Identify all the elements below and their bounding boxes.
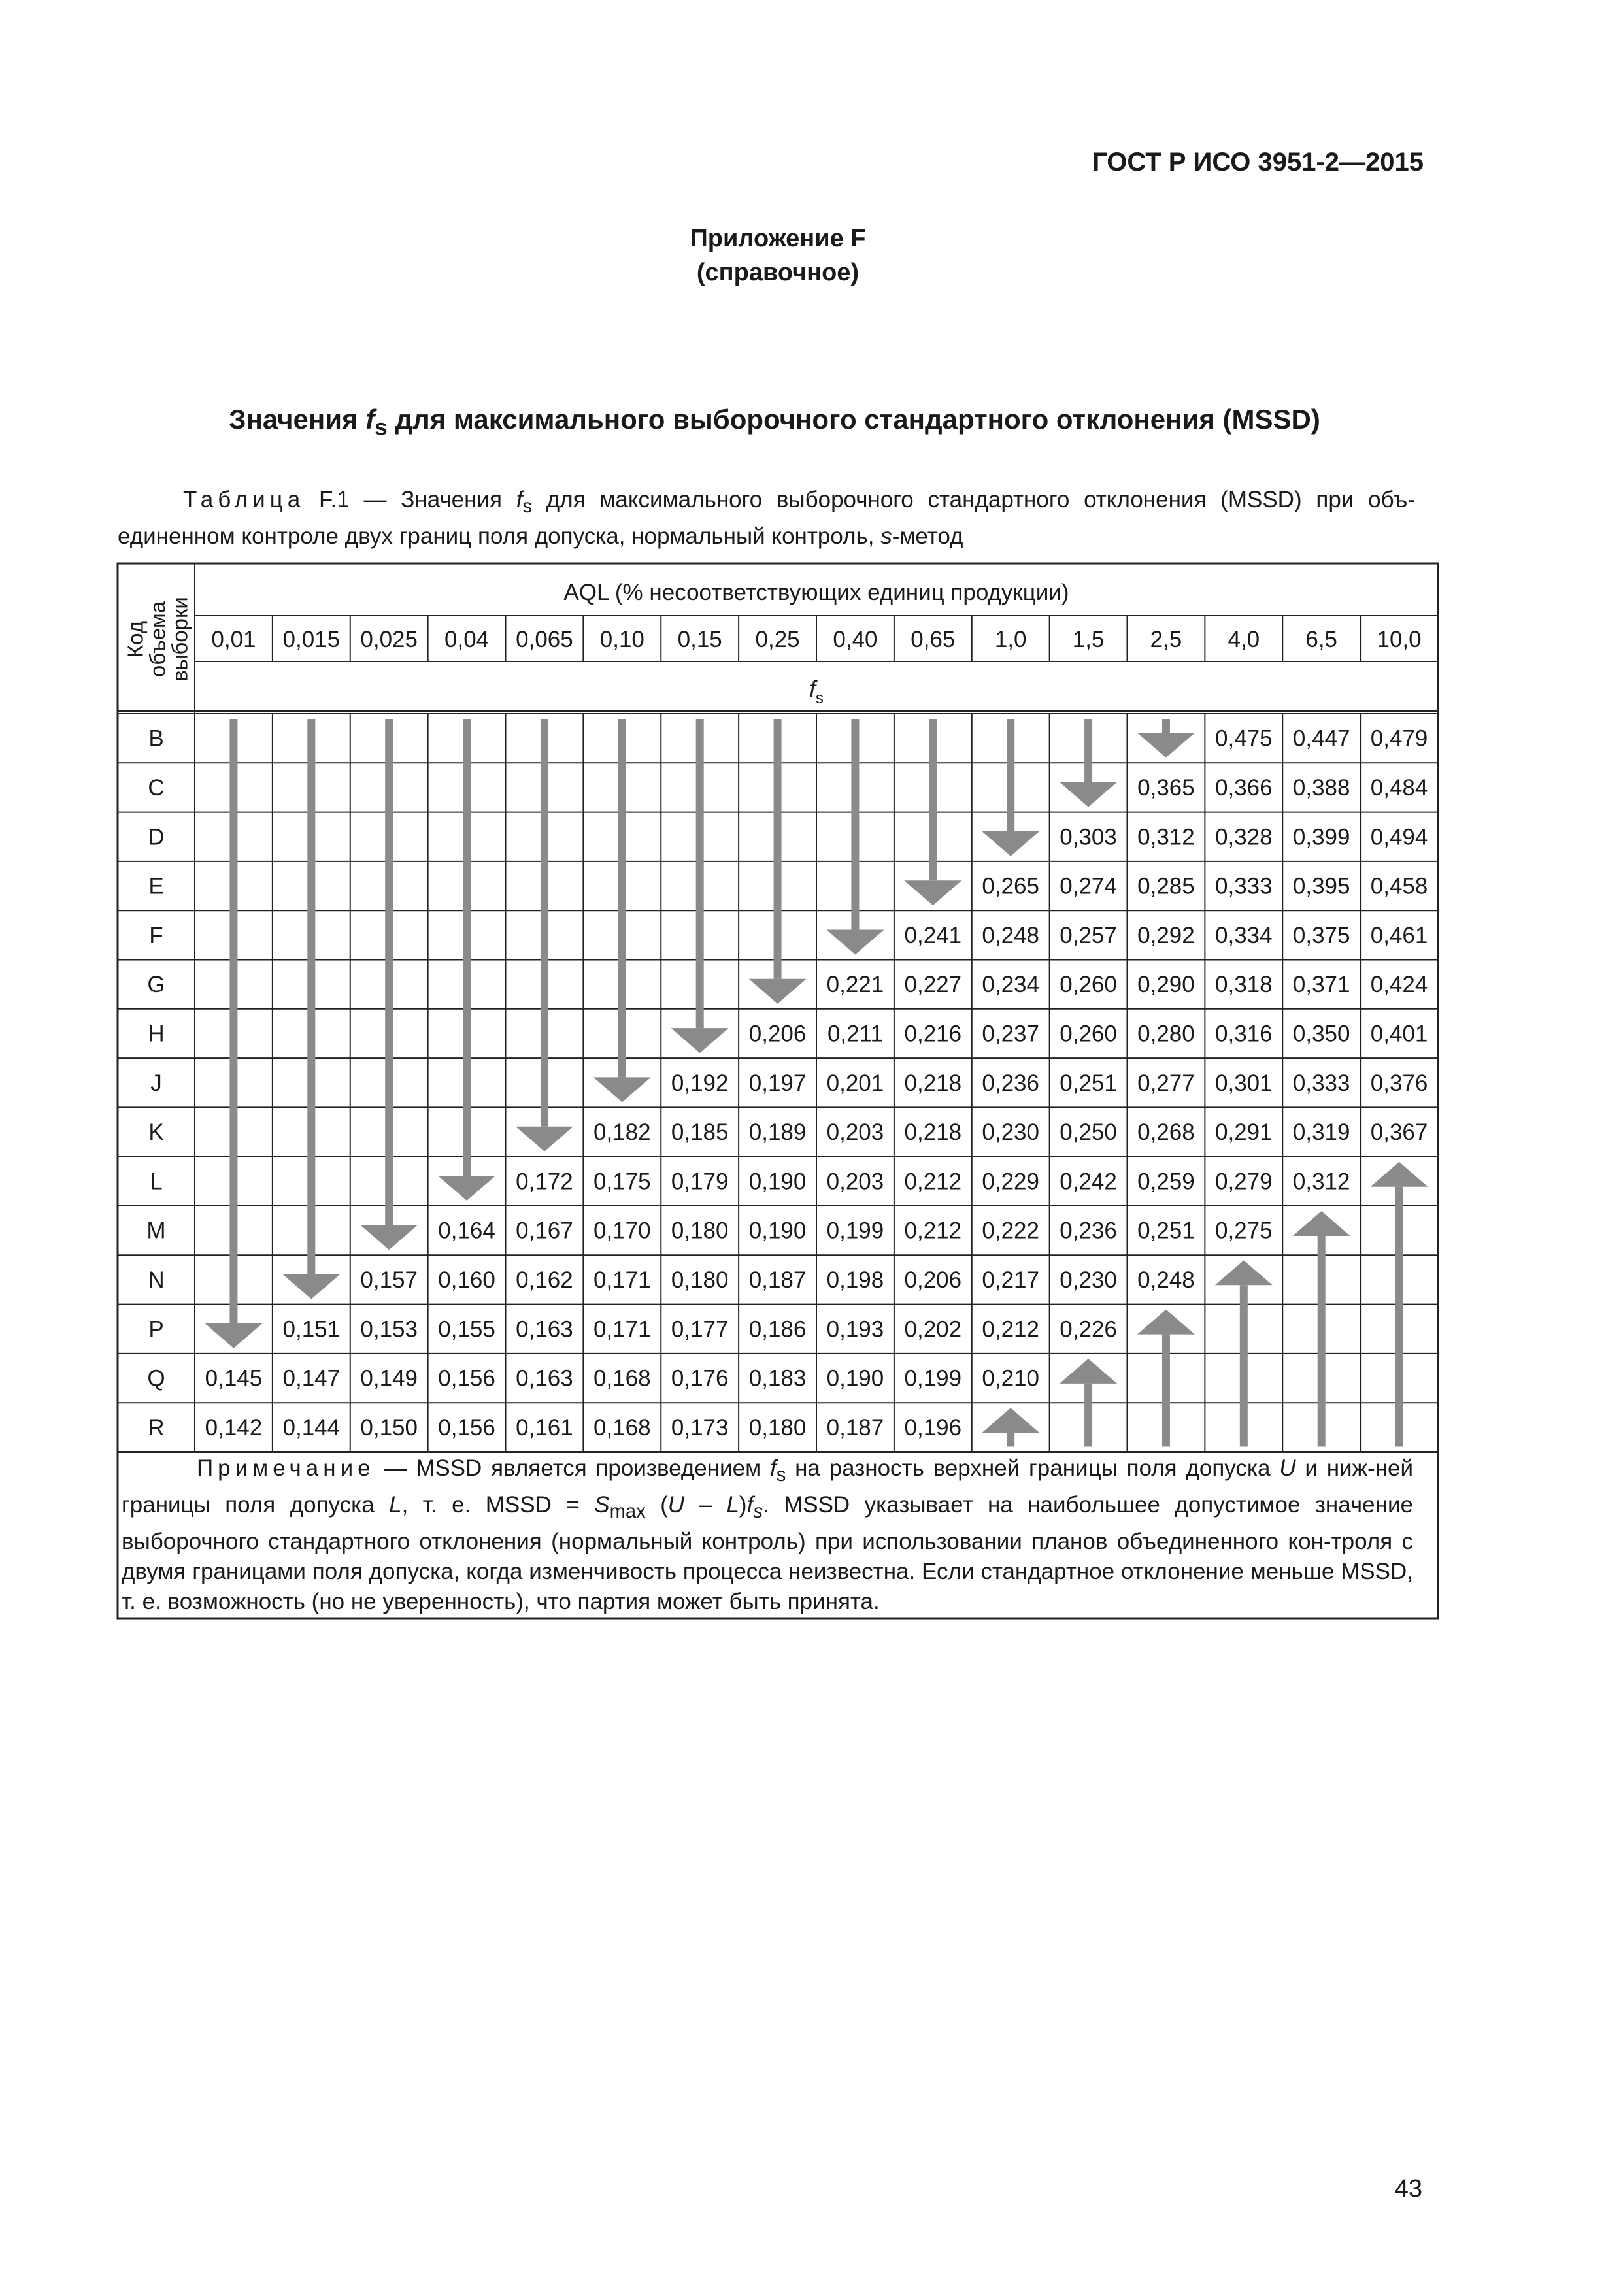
aql-value: 10,0 — [1377, 627, 1422, 652]
fs-value: 0,160 — [438, 1267, 495, 1293]
fs-value: 0,275 — [1215, 1218, 1273, 1244]
down-arrow-head — [904, 880, 961, 905]
down-arrow-shaft — [774, 719, 782, 979]
fs-value: 0,277 — [1137, 1070, 1195, 1096]
fs-value: 0,180 — [748, 1414, 807, 1440]
row-code: H — [148, 1021, 165, 1047]
note-label: Примечание — [197, 1456, 375, 1481]
fs-value: 0,237 — [982, 1021, 1039, 1047]
table-note: Примечание — MSSD является произведением $f_s$ на разность верхней границы поля допуска U и ниж-ней границы поля допуска L, т. е. MSSD = $S_{max}$ $(U - L)f_s$. MSSD указывает на наибольшее допустимое значение выборочного стандартного отклонения (нормальный контроль) при использовании планов объединенного кон-троля с двумя границами поля допуска, когда изменчивость процесса неизвестна. Если стандартное отклонение меньше MSSD, т. е. возможность (но не уверенность), что партия может быть принята. — [122, 1456, 1413, 1614]
fs-value: 0,206 — [748, 1021, 807, 1047]
fs-value: 0,172 — [516, 1169, 573, 1195]
fs-value: 0,230 — [1060, 1267, 1117, 1293]
fs-value: 0,187 — [826, 1414, 884, 1440]
up-arrow-shaft — [1084, 1384, 1092, 1447]
aql-value: 1,5 — [1072, 627, 1105, 652]
fs-value: 0,227 — [904, 972, 962, 998]
up-arrow-head — [1060, 1359, 1117, 1384]
fs-value: 0,366 — [1215, 774, 1273, 801]
up-arrow-head — [1215, 1260, 1273, 1285]
aql-value: 0,65 — [911, 627, 956, 652]
fs-value: 0,161 — [516, 1414, 573, 1440]
fs-value: 0,183 — [748, 1365, 807, 1391]
section-title: Значения $f_s$ для максимального выборочного стандартного отклонения (MSSD) — [229, 404, 1320, 441]
fs-value: 0,203 — [826, 1169, 884, 1195]
fs-value: 0,156 — [438, 1414, 495, 1440]
row-code: M — [146, 1218, 166, 1244]
fs-value: 0,144 — [282, 1414, 341, 1440]
fs-value: 0,236 — [1060, 1218, 1117, 1244]
row-code: C — [148, 774, 165, 801]
fs-value: 0,350 — [1292, 1021, 1350, 1047]
up-arrow-shaft — [1395, 1187, 1403, 1447]
fs-value: 0,147 — [282, 1365, 341, 1391]
caption-label: Таблица — [183, 487, 305, 512]
page-number: 43 — [1394, 2175, 1422, 2203]
fs-value: 0,401 — [1370, 1021, 1428, 1047]
fs-value: 0,312 — [1292, 1169, 1350, 1195]
fs-value: 0,201 — [826, 1070, 884, 1096]
down-arrow-shaft — [929, 719, 937, 880]
fs-value: 0,180 — [671, 1267, 729, 1293]
fs-value: 0,163 — [516, 1365, 573, 1391]
fs-value: 0,190 — [748, 1169, 807, 1195]
up-arrow-shaft — [1240, 1285, 1248, 1446]
aql-value: 6,5 — [1305, 627, 1338, 652]
fs-value: 0,475 — [1215, 725, 1273, 752]
fs-value: 0,424 — [1370, 972, 1428, 998]
up-arrow-head — [1137, 1310, 1195, 1335]
fs-value: 0,280 — [1137, 1021, 1195, 1047]
down-arrow-shaft — [1084, 719, 1092, 782]
fs-value: 0,221 — [826, 972, 884, 998]
fs-value: 0,190 — [826, 1365, 884, 1391]
code-header-text: Код — [123, 620, 148, 658]
fs-value: 0,170 — [593, 1218, 651, 1244]
fs-value: 0,371 — [1292, 972, 1350, 998]
fs-value: 0,318 — [1215, 972, 1273, 998]
fs-value: 0,189 — [748, 1120, 807, 1146]
fs-value: 0,395 — [1292, 873, 1350, 899]
fs-value: 0,375 — [1292, 922, 1350, 948]
fs-value: 0,217 — [982, 1267, 1039, 1293]
fs-value: 0,333 — [1292, 1070, 1350, 1096]
fs-value: 0,222 — [982, 1218, 1039, 1244]
aql-value: 0,015 — [282, 627, 341, 652]
fs-value: 0,171 — [593, 1316, 651, 1342]
down-arrow-head — [982, 831, 1039, 856]
fs-value: 0,218 — [904, 1070, 962, 1096]
down-arrow-shaft — [851, 719, 859, 930]
fs-value: 0,202 — [904, 1316, 962, 1342]
down-arrow-head — [1060, 782, 1117, 807]
fs-value: 0,175 — [593, 1169, 651, 1195]
row-code: N — [148, 1267, 165, 1293]
aql-value: 4,0 — [1228, 627, 1260, 652]
down-arrow-head — [282, 1274, 340, 1299]
fs-value: 0,236 — [982, 1070, 1039, 1096]
fs-value: 0,210 — [982, 1365, 1039, 1391]
fs-value: 0,234 — [982, 972, 1039, 998]
up-arrow-shaft — [1007, 1433, 1014, 1446]
down-arrow-shaft — [696, 719, 704, 1028]
down-arrow-shaft — [307, 719, 315, 1274]
row-code: L — [150, 1169, 163, 1195]
aql-value: 2,5 — [1150, 627, 1182, 652]
aql-value: 0,10 — [599, 627, 644, 652]
fs-value: 0,196 — [904, 1414, 962, 1440]
down-arrow-head — [205, 1323, 262, 1348]
fs-value: 0,251 — [1060, 1070, 1117, 1096]
fs-value: 0,226 — [1060, 1316, 1117, 1342]
down-arrow-head — [1137, 733, 1195, 757]
up-arrow-shaft — [1318, 1236, 1326, 1447]
fs-value: 0,218 — [904, 1120, 962, 1146]
fs-value: 0,193 — [826, 1316, 884, 1342]
down-arrow-head — [749, 979, 807, 1004]
fs-value: 0,190 — [748, 1218, 807, 1244]
fs-value: 0,447 — [1292, 725, 1350, 752]
down-arrow-head — [438, 1176, 495, 1201]
row-code: D — [148, 824, 165, 850]
row-code: F — [149, 922, 163, 948]
fs-value: 0,285 — [1137, 873, 1195, 899]
aql-value: 1,0 — [994, 627, 1027, 652]
fs-value: 0,248 — [982, 922, 1039, 948]
aql-value: 0,025 — [360, 627, 418, 652]
row-code: R — [148, 1414, 165, 1440]
fs-value: 0,185 — [671, 1120, 729, 1146]
fs-value: 0,388 — [1292, 774, 1350, 801]
down-arrow-shaft — [1162, 719, 1170, 733]
fs-value: 0,301 — [1215, 1070, 1273, 1096]
fs-value: 0,291 — [1215, 1120, 1273, 1146]
down-arrow-head — [671, 1028, 729, 1053]
row-code: Q — [147, 1365, 165, 1391]
fs-value: 0,211 — [827, 1021, 883, 1047]
fs-value: 0,192 — [671, 1070, 729, 1096]
fs-value: 0,216 — [904, 1021, 962, 1047]
up-arrow-shaft — [1162, 1335, 1170, 1447]
fs-value: 0,167 — [516, 1218, 573, 1244]
fs-value: 0,292 — [1137, 922, 1195, 948]
aql-value: 0,40 — [833, 627, 878, 652]
fs-value: 0,155 — [438, 1316, 495, 1342]
fs-value: 0,241 — [904, 922, 962, 948]
fs-value: 0,182 — [593, 1120, 651, 1146]
fs-value: 0,199 — [904, 1365, 962, 1391]
up-arrow-head — [1293, 1211, 1350, 1236]
fs-value: 0,494 — [1370, 824, 1428, 850]
fs-value: 0,279 — [1215, 1169, 1273, 1195]
aql-value: 0,065 — [516, 627, 573, 652]
fs-value: 0,484 — [1370, 774, 1428, 801]
fs-value: 0,150 — [360, 1414, 418, 1440]
fs-value: 0,149 — [360, 1365, 418, 1391]
fs-value: 0,242 — [1060, 1169, 1117, 1195]
fs-value: 0,206 — [904, 1267, 962, 1293]
fs-value: 0,171 — [593, 1267, 651, 1293]
fs-value: 0,229 — [982, 1169, 1039, 1195]
fs-value: 0,230 — [982, 1120, 1039, 1146]
fs-value: 0,199 — [826, 1218, 884, 1244]
fs-value: 0,212 — [982, 1316, 1039, 1342]
down-arrow-head — [593, 1077, 651, 1102]
fs-value: 0,163 — [516, 1316, 573, 1342]
fs-value: 0,367 — [1370, 1120, 1428, 1146]
aql-value: 0,25 — [755, 627, 800, 652]
fs-value: 0,260 — [1060, 972, 1117, 998]
fs-value: 0,250 — [1060, 1120, 1117, 1146]
aql-value: 0,01 — [211, 627, 256, 652]
down-arrow-shaft — [463, 719, 471, 1176]
fs-value: 0,156 — [438, 1365, 495, 1391]
fs-value: 0,257 — [1060, 922, 1117, 948]
aql-value: 0,15 — [677, 627, 722, 652]
fs-value: 0,290 — [1137, 972, 1195, 998]
fs-value: 0,212 — [904, 1218, 962, 1244]
fs-value: 0,176 — [671, 1365, 729, 1391]
up-arrow-head — [982, 1408, 1039, 1433]
down-arrow-shaft — [618, 719, 626, 1077]
fs-value: 0,312 — [1137, 824, 1195, 850]
fs-value: 0,260 — [1060, 1021, 1117, 1047]
fs-value: 0,162 — [516, 1267, 573, 1293]
fs-value: 0,142 — [205, 1414, 263, 1440]
row-code: K — [148, 1120, 164, 1146]
down-arrow-shaft — [229, 719, 237, 1323]
fs-value: 0,187 — [748, 1267, 807, 1293]
fs-value: 0,197 — [748, 1070, 807, 1096]
up-arrow-head — [1371, 1162, 1428, 1187]
aql-header: AQL (% несоответствующих единиц продукции) — [563, 580, 1069, 605]
annex-title: Приложение F — [690, 225, 866, 252]
code-header-text: объема — [145, 601, 170, 678]
standard-designation: ГОСТ Р ИСО 3951-2—2015 — [1092, 148, 1424, 176]
down-arrow-shaft — [385, 719, 393, 1225]
fs-value: 0,316 — [1215, 1021, 1273, 1047]
fs-value: 0,268 — [1137, 1120, 1195, 1146]
fs-value: 0,376 — [1370, 1070, 1428, 1096]
fs-value: 0,399 — [1292, 824, 1350, 850]
fs-value: 0,248 — [1137, 1267, 1195, 1293]
fs-value: 0,198 — [826, 1267, 884, 1293]
fs-value: 0,259 — [1137, 1169, 1195, 1195]
fs-value: 0,461 — [1370, 922, 1428, 948]
fs-value: 0,365 — [1137, 774, 1195, 801]
fs-header: $f_s$ — [809, 676, 824, 707]
fs-value: 0,265 — [982, 873, 1039, 899]
fs-value: 0,177 — [671, 1316, 729, 1342]
annex-status: (справочное) — [696, 259, 860, 286]
fs-value: 0,212 — [904, 1169, 962, 1195]
fs-value: 0,274 — [1060, 873, 1117, 899]
fs-value: 0,151 — [282, 1316, 341, 1342]
fs-value: 0,328 — [1215, 824, 1273, 850]
row-code: E — [148, 873, 164, 899]
fs-value: 0,157 — [360, 1267, 418, 1293]
down-arrow-shaft — [1007, 719, 1014, 831]
fs-value: 0,180 — [671, 1218, 729, 1244]
fs-value: 0,333 — [1215, 873, 1273, 899]
fs-value: 0,179 — [671, 1169, 729, 1195]
fs-value: 0,168 — [593, 1414, 651, 1440]
row-code: G — [147, 972, 165, 998]
down-arrow-head — [516, 1127, 573, 1152]
fs-value: 0,251 — [1137, 1218, 1195, 1244]
down-arrow-head — [360, 1225, 418, 1250]
table-caption: Таблица F.1 — Значения $f_s$ для максимального выборочного стандартного отклонения (MSSD) при объ-единенном контроле двух границ поля допуска, нормальный контроль, s-метод — [118, 487, 1415, 549]
fs-value: 0,458 — [1370, 873, 1428, 899]
fs-value: 0,168 — [593, 1365, 651, 1391]
fs-value: 0,479 — [1370, 725, 1428, 752]
row-code: P — [148, 1316, 164, 1342]
down-arrow-shaft — [541, 719, 548, 1127]
fs-value: 0,153 — [360, 1316, 418, 1342]
fs-value: 0,203 — [826, 1120, 884, 1146]
down-arrow-head — [826, 930, 884, 955]
aql-value: 0,04 — [444, 627, 490, 652]
fs-value: 0,319 — [1292, 1120, 1350, 1146]
fs-value: 0,173 — [671, 1414, 729, 1440]
row-code: J — [150, 1070, 162, 1096]
code-header-text: выборки — [167, 597, 192, 682]
fs-value: 0,186 — [748, 1316, 807, 1342]
fs-value: 0,164 — [438, 1218, 495, 1244]
fs-value: 0,145 — [205, 1365, 263, 1391]
row-code: B — [148, 725, 164, 752]
fs-value: 0,303 — [1060, 824, 1117, 850]
fs-value: 0,334 — [1215, 922, 1273, 948]
